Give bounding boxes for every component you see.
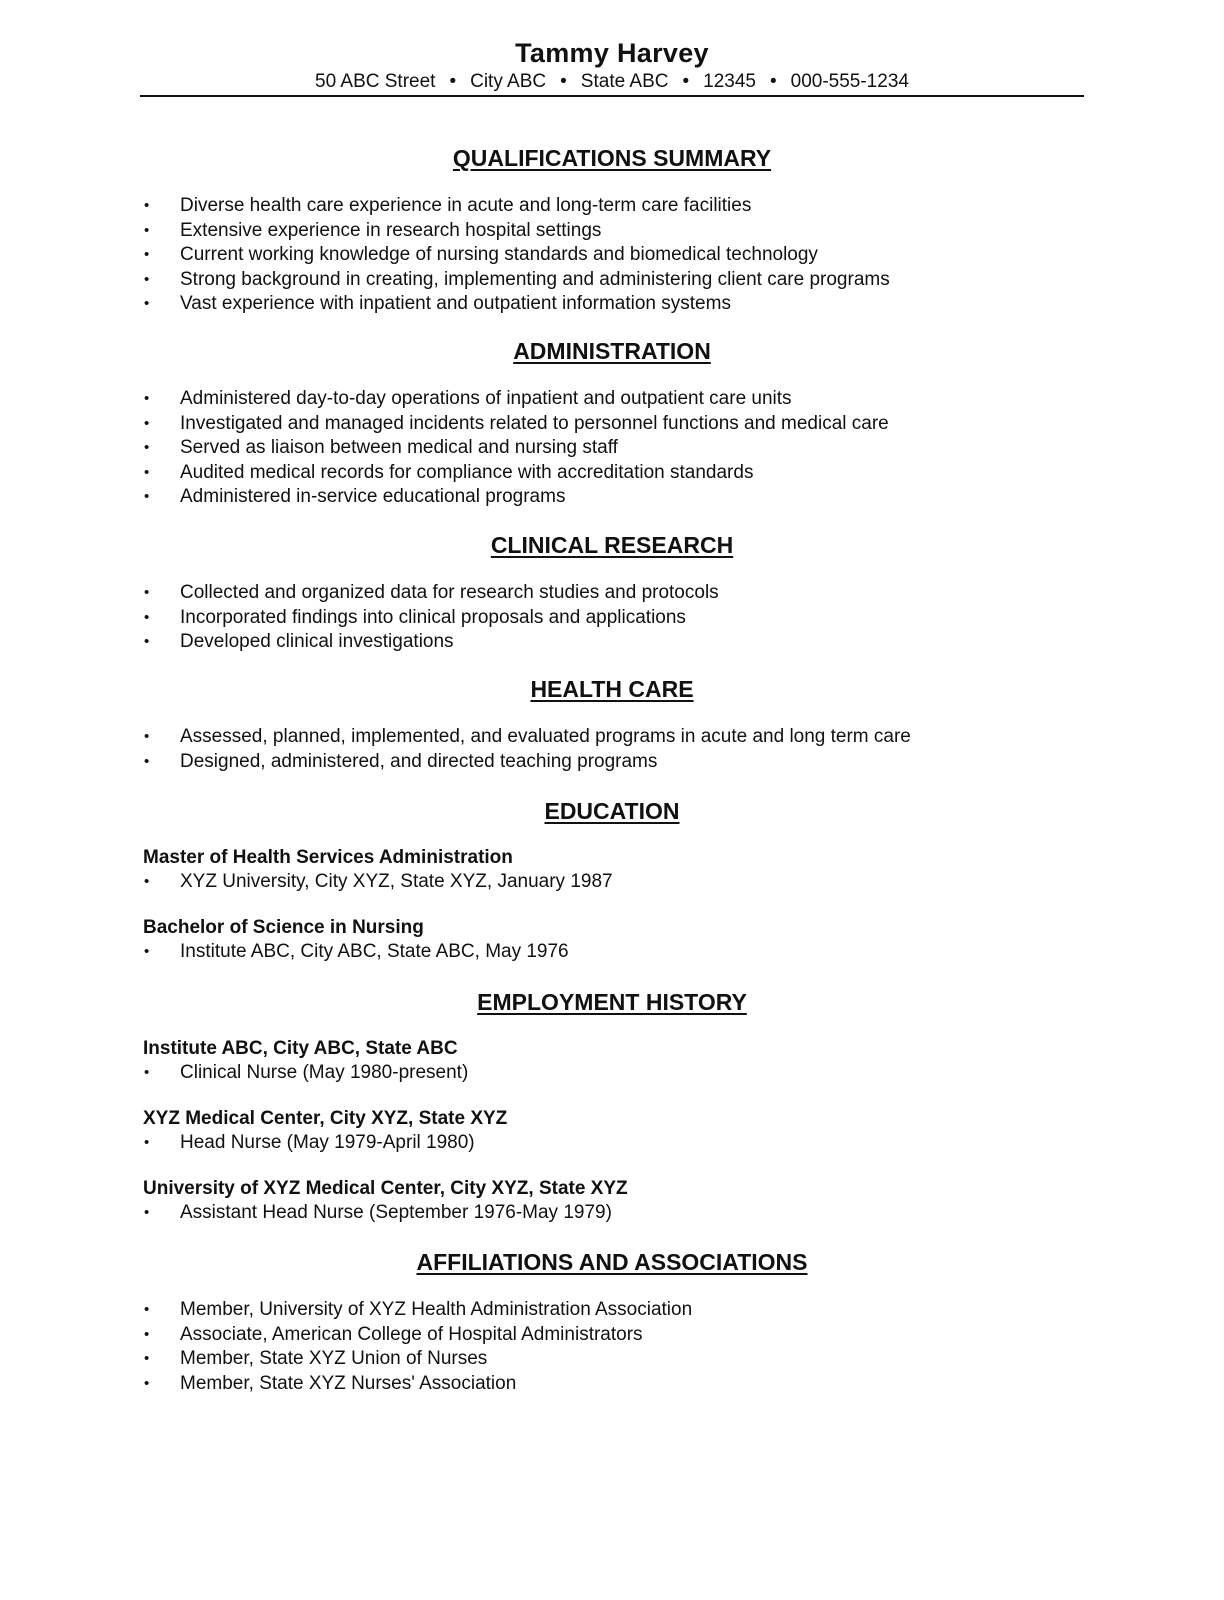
education-degree: Bachelor of Science in Nursing [143,917,424,938]
contact-zip: 12345 [703,71,756,92]
employment-role-list [140,1201,1084,1226]
section-title-affiliations: AFFILIATIONS AND ASSOCIATIONS [416,1249,808,1275]
section-title-clinical-research: CLINICAL RESEARCH [490,532,734,558]
list-item: • Head Nurse (May 1979-April 1980) [140,1131,1084,1156]
list-item: • Assistant Head Nurse (September 1976-May 1979) [140,1201,1084,1226]
candidate-name: Tammy Harvey [515,38,709,68]
employment-role-list [140,1061,1084,1086]
list-item: • Institute ABC, City ABC, State ABC, May 1976 [140,940,1084,965]
list-item: • XYZ University, City XYZ, State XYZ, January 1987 [140,870,1084,895]
employer-name: XYZ Medical Center, City XYZ, State XYZ [143,1108,508,1129]
contact-address: 50 ABC Street [315,71,436,92]
resume-header [140,36,1084,94]
header-divider [140,95,1084,97]
education-detail-list [140,870,1084,895]
list-item: • Collected and organized data for research studies and protocols [140,581,1084,606]
section-title-education: EDUCATION [544,798,680,824]
employer-name: Institute ABC, City ABC, State ABC [143,1038,458,1059]
contact-separator: • [682,71,690,92]
health-care-list [140,725,1084,774]
list-item: • Assessed, planned, implemented, and evaluated programs in acute and long term care [140,725,1084,750]
list-item: • Served as liaison between medical and nursing staff [140,436,1084,461]
contact-state: State ABC [580,71,669,92]
affiliations-list [140,1298,1084,1396]
list-item: • Incorporated findings into clinical proposals and applications [140,606,1084,631]
list-item: • Investigated and managed incidents related to personnel functions and medical care [140,412,1084,437]
list-item: • Strong background in creating, implementing and administering client care programs [140,268,1084,293]
list-item: • Member, State XYZ Nurses' Association [140,1372,1084,1397]
list-item: • Diverse health care experience in acute and long-term care facilities [140,194,1084,219]
list-item: • Administered in-service educational programs [140,485,1084,510]
employment-role-list [140,1131,1084,1156]
contact-separator: • [769,71,777,92]
list-item: • Member, State XYZ Union of Nurses [140,1347,1084,1372]
contact-phone: 000-555-1234 [790,71,909,92]
list-item: • Vast experience with inpatient and outpatient information systems [140,292,1084,317]
section-title-qualifications: QUALIFICATIONS SUMMARY [452,145,772,171]
section-title-employment: EMPLOYMENT HISTORY [477,989,747,1015]
list-item: • Designed, administered, and directed teaching programs [140,750,1084,775]
list-item: • Clinical Nurse (May 1980-present) [140,1061,1084,1086]
qualifications-list [140,194,1084,317]
list-item: • Member, University of XYZ Health Administration Association [140,1298,1084,1323]
list-item: • Developed clinical investigations [140,630,1084,655]
contact-separator: • [449,71,457,92]
section-title-administration: ADMINISTRATION [513,338,711,364]
list-item: • Audited medical records for compliance with accreditation standards [140,461,1084,486]
list-item: • Current working knowledge of nursing standards and biomedical technology [140,243,1084,268]
section-title-health-care: HEALTH CARE [530,676,694,702]
employer-name: University of XYZ Medical Center, City XYZ, State XYZ [143,1178,628,1199]
contact-separator: • [560,71,567,92]
education-detail-list [140,940,1084,965]
contact-line [140,70,1084,94]
education-degree: Master of Health Services Administration [143,847,513,868]
list-item: • Associate, American College of Hospital Administrators [140,1323,1084,1348]
clinical-research-list [140,581,1084,655]
list-item: • Administered day-to-day operations of inpatient and outpatient care units [140,387,1084,412]
contact-city: City ABC [470,71,547,92]
list-item: • Extensive experience in research hospital settings [140,219,1084,244]
administration-list [140,387,1084,510]
